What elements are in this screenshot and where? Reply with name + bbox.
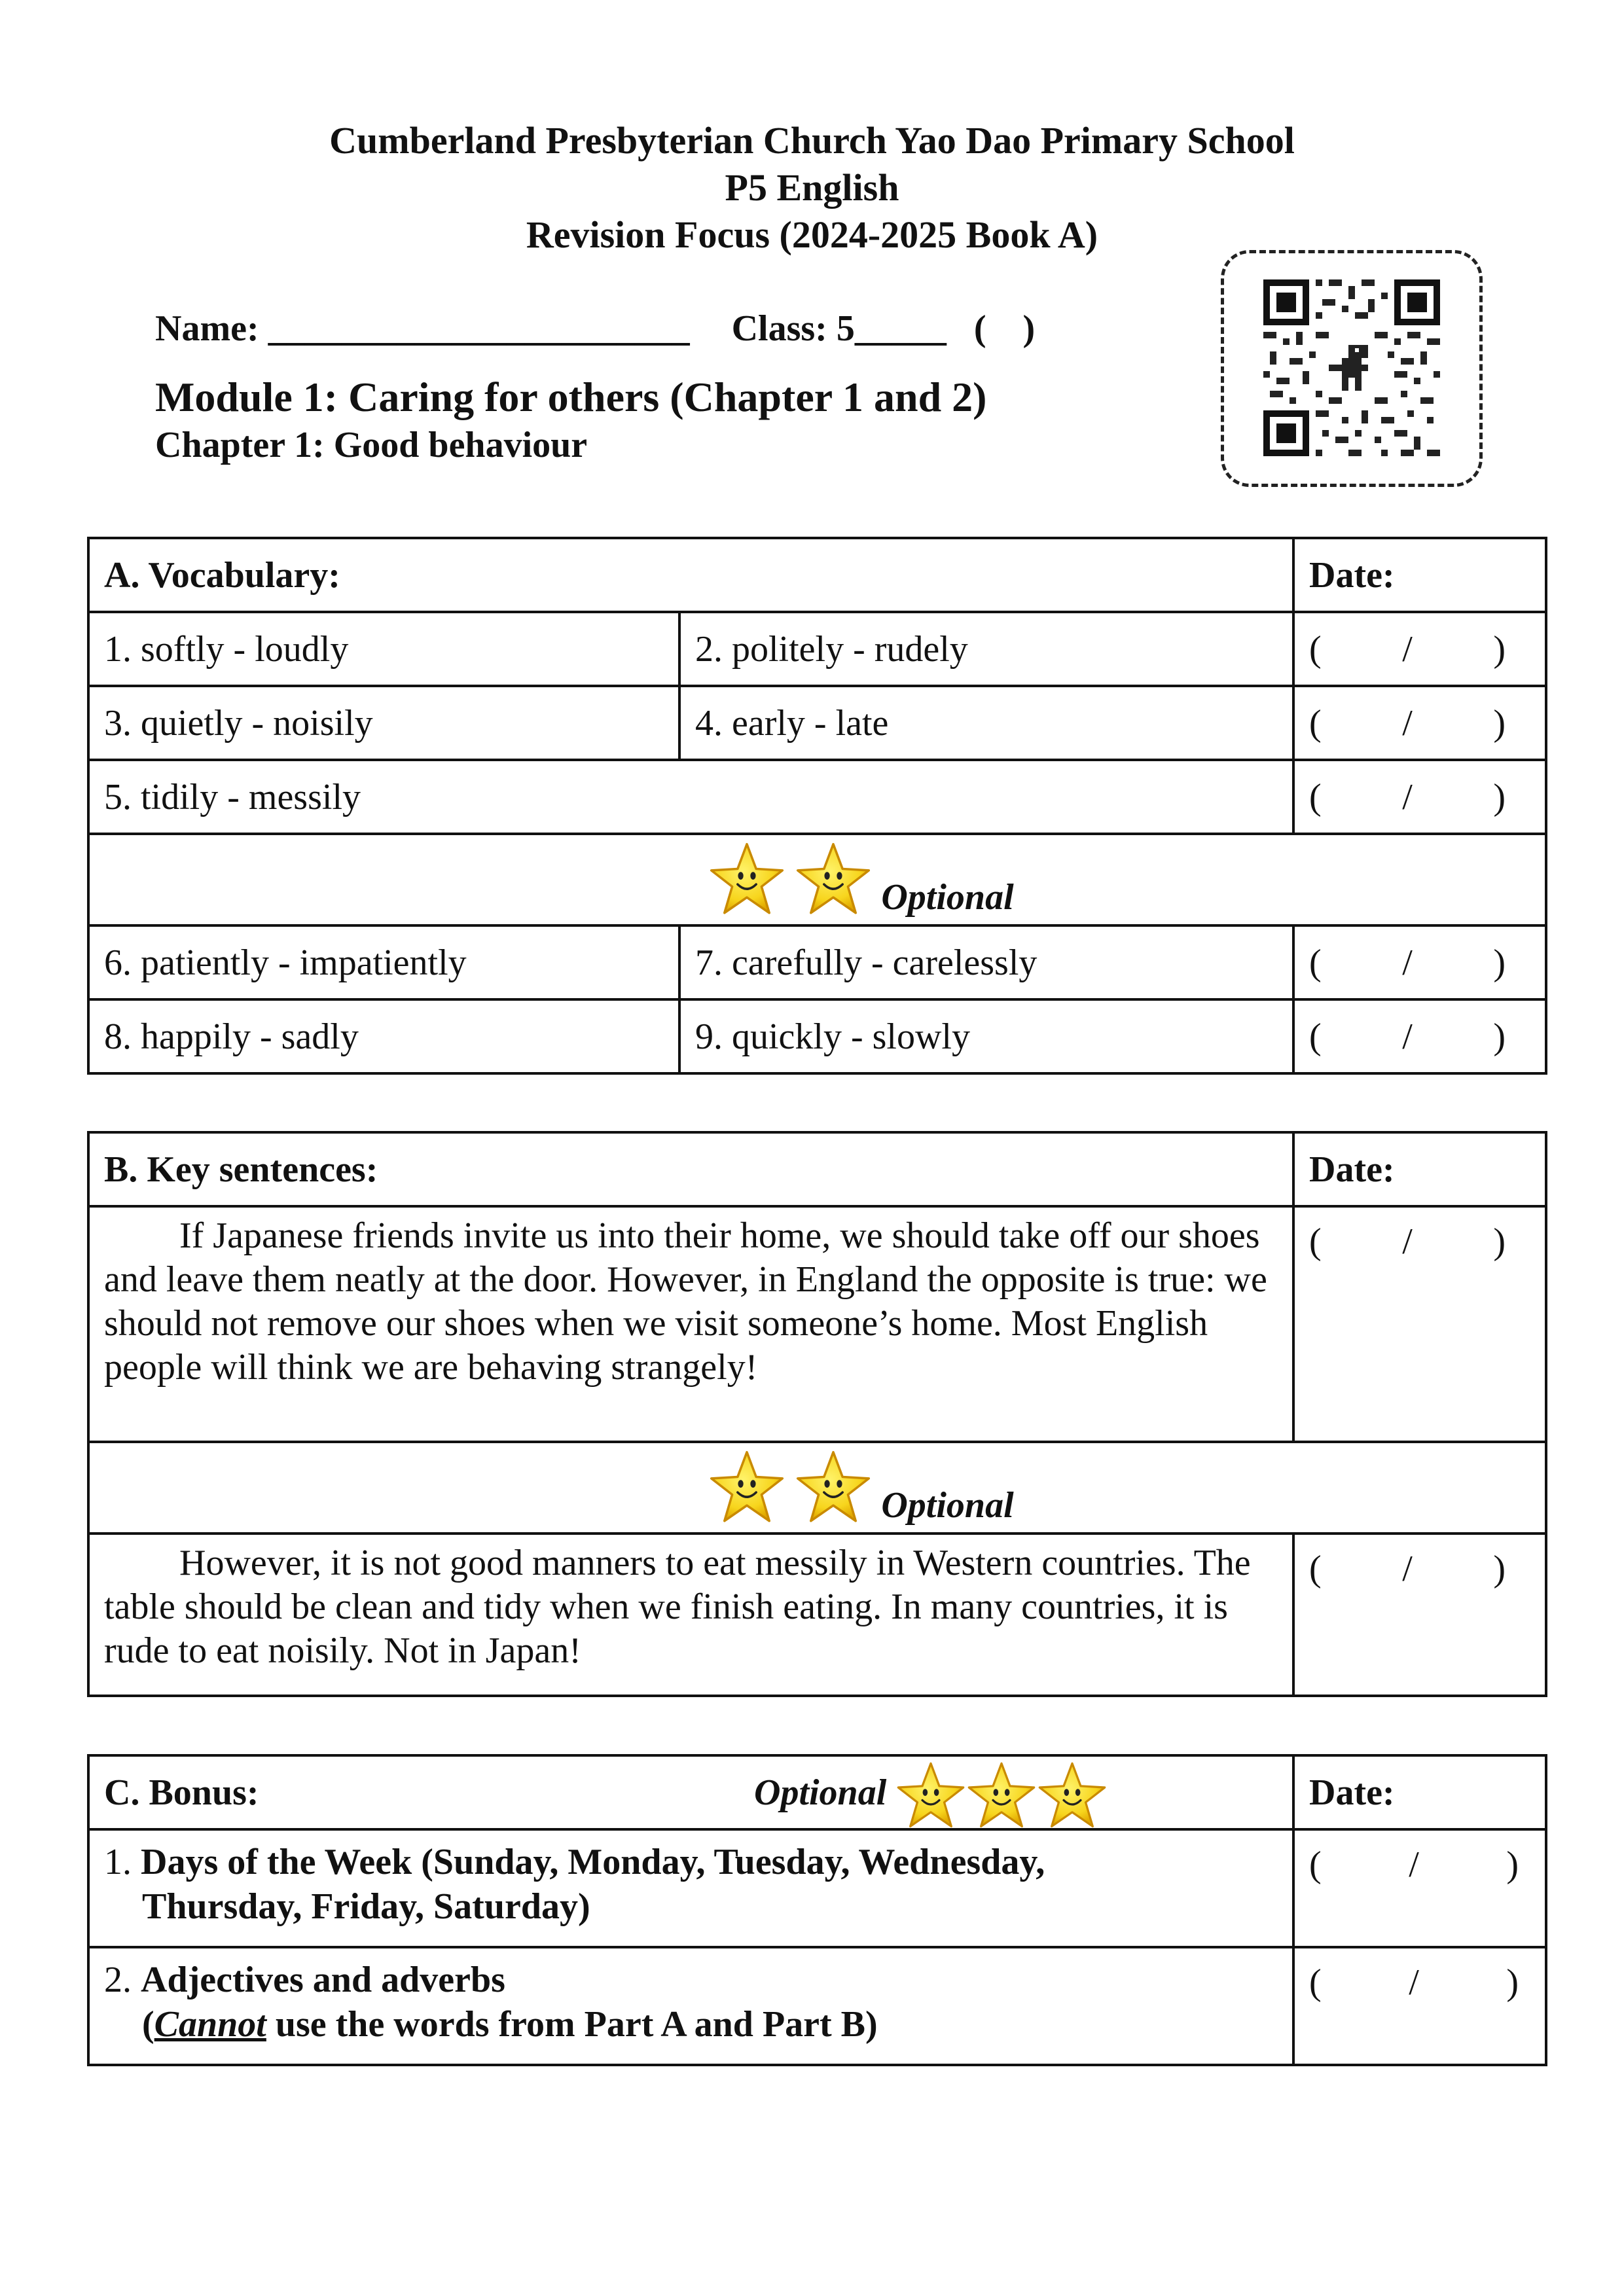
qr-code-icon [1263,279,1440,456]
optional-label: Optional [881,1485,1014,1526]
star-icon [895,1761,966,1831]
vocab-item: 1. softly - loudly [88,612,679,686]
cannot-emphasis: Cannot [154,2004,266,2045]
star-icon [795,841,872,918]
optional-row [88,834,1546,925]
date-cell[interactable]: ( / ) [1293,686,1546,760]
key-sentences-table [87,1131,1547,1697]
date-cell[interactable]: ( / ) [1293,760,1546,834]
vocabulary-table [87,537,1547,1075]
vocab-item: 2. politely - rudely [679,612,1293,686]
date-cell[interactable]: ( / ) [1293,1534,1546,1696]
bonus-item: 2. Adjectives and adverbs (Cannot use the words from Part A and Part B) [88,1947,1293,2065]
bonus-heading-cell [88,1755,1293,1829]
name-label: Name: [155,308,259,349]
class-label[interactable]: Class: 5_____ [731,308,947,349]
bonus-item: 1. Days of the Week (Sunday, Monday, Tuesday, Wednesday, Thursday, Friday, Saturday) [88,1829,1293,1947]
date-cell[interactable]: ( / ) [1293,1947,1546,2065]
vocab-item: 5. tidily - messily [88,760,1293,834]
vocab-item: 4. early - late [679,686,1293,760]
subject-title: P5 English [725,166,899,209]
vocab-item: 3. quietly - noisily [88,686,679,760]
vocab-item: 8. happily - sadly [88,999,679,1073]
qr-code-frame[interactable] [1221,250,1483,487]
optional-label: Optional [754,1772,887,1813]
date-cell[interactable]: ( / ) [1293,1829,1546,1947]
optional-label: Optional [881,877,1014,918]
school-name: Cumberland Presbyterian Church Yao Dao Primary School [329,119,1295,162]
optional-paragraph: However, it is not good manners to eat messily in Western countries. The table should be clean and tidy when we finish eating. In many countries, it is rude to eat noisily. Not in Japan! [88,1534,1293,1696]
vocab-item: 6. patiently - impatiently [88,925,679,999]
optional-row [88,1442,1546,1534]
document-title: Revision Focus (2024-2025 Book A) [526,213,1098,256]
key-sentences-heading: B. Key sentences: [88,1132,1293,1206]
chapter-title: Chapter 1: Good behaviour [155,425,588,465]
bonus-heading: C. Bonus: [104,1772,259,1813]
date-heading: Date: [1293,1755,1546,1829]
star-icon [708,841,785,918]
module-title: Module 1: Caring for others (Chapter 1 and 2) [155,374,987,420]
star-icon [966,1761,1037,1831]
vocab-item: 9. quickly - slowly [679,999,1293,1073]
class-number-blank[interactable]: ( ) [973,308,1036,349]
date-cell[interactable]: ( / ) [1293,1206,1546,1442]
date-heading: Date: [1293,1132,1546,1206]
name-field[interactable] [155,308,1035,350]
star-icon [1037,1761,1108,1831]
name-blank[interactable]: _______________________ [268,308,690,349]
bonus-table [87,1754,1547,2066]
vocab-item: 7. carefully - carelessly [679,925,1293,999]
date-cell[interactable]: ( / ) [1293,925,1546,999]
star-icon [795,1449,872,1526]
key-sentences-paragraph: If Japanese friends invite us into their home, we should take off our shoes and leave them neatly at the door. However, in England the opposite is true: we should not remove our shoes when we visit someone’s home. Most English people will think we are behaving strangely! [88,1206,1293,1442]
date-cell[interactable]: ( / ) [1293,612,1546,686]
vocabulary-heading: A. Vocabulary: [88,538,1293,612]
date-heading: Date: [1293,538,1546,612]
star-icon [708,1449,785,1526]
date-cell[interactable]: ( / ) [1293,999,1546,1073]
